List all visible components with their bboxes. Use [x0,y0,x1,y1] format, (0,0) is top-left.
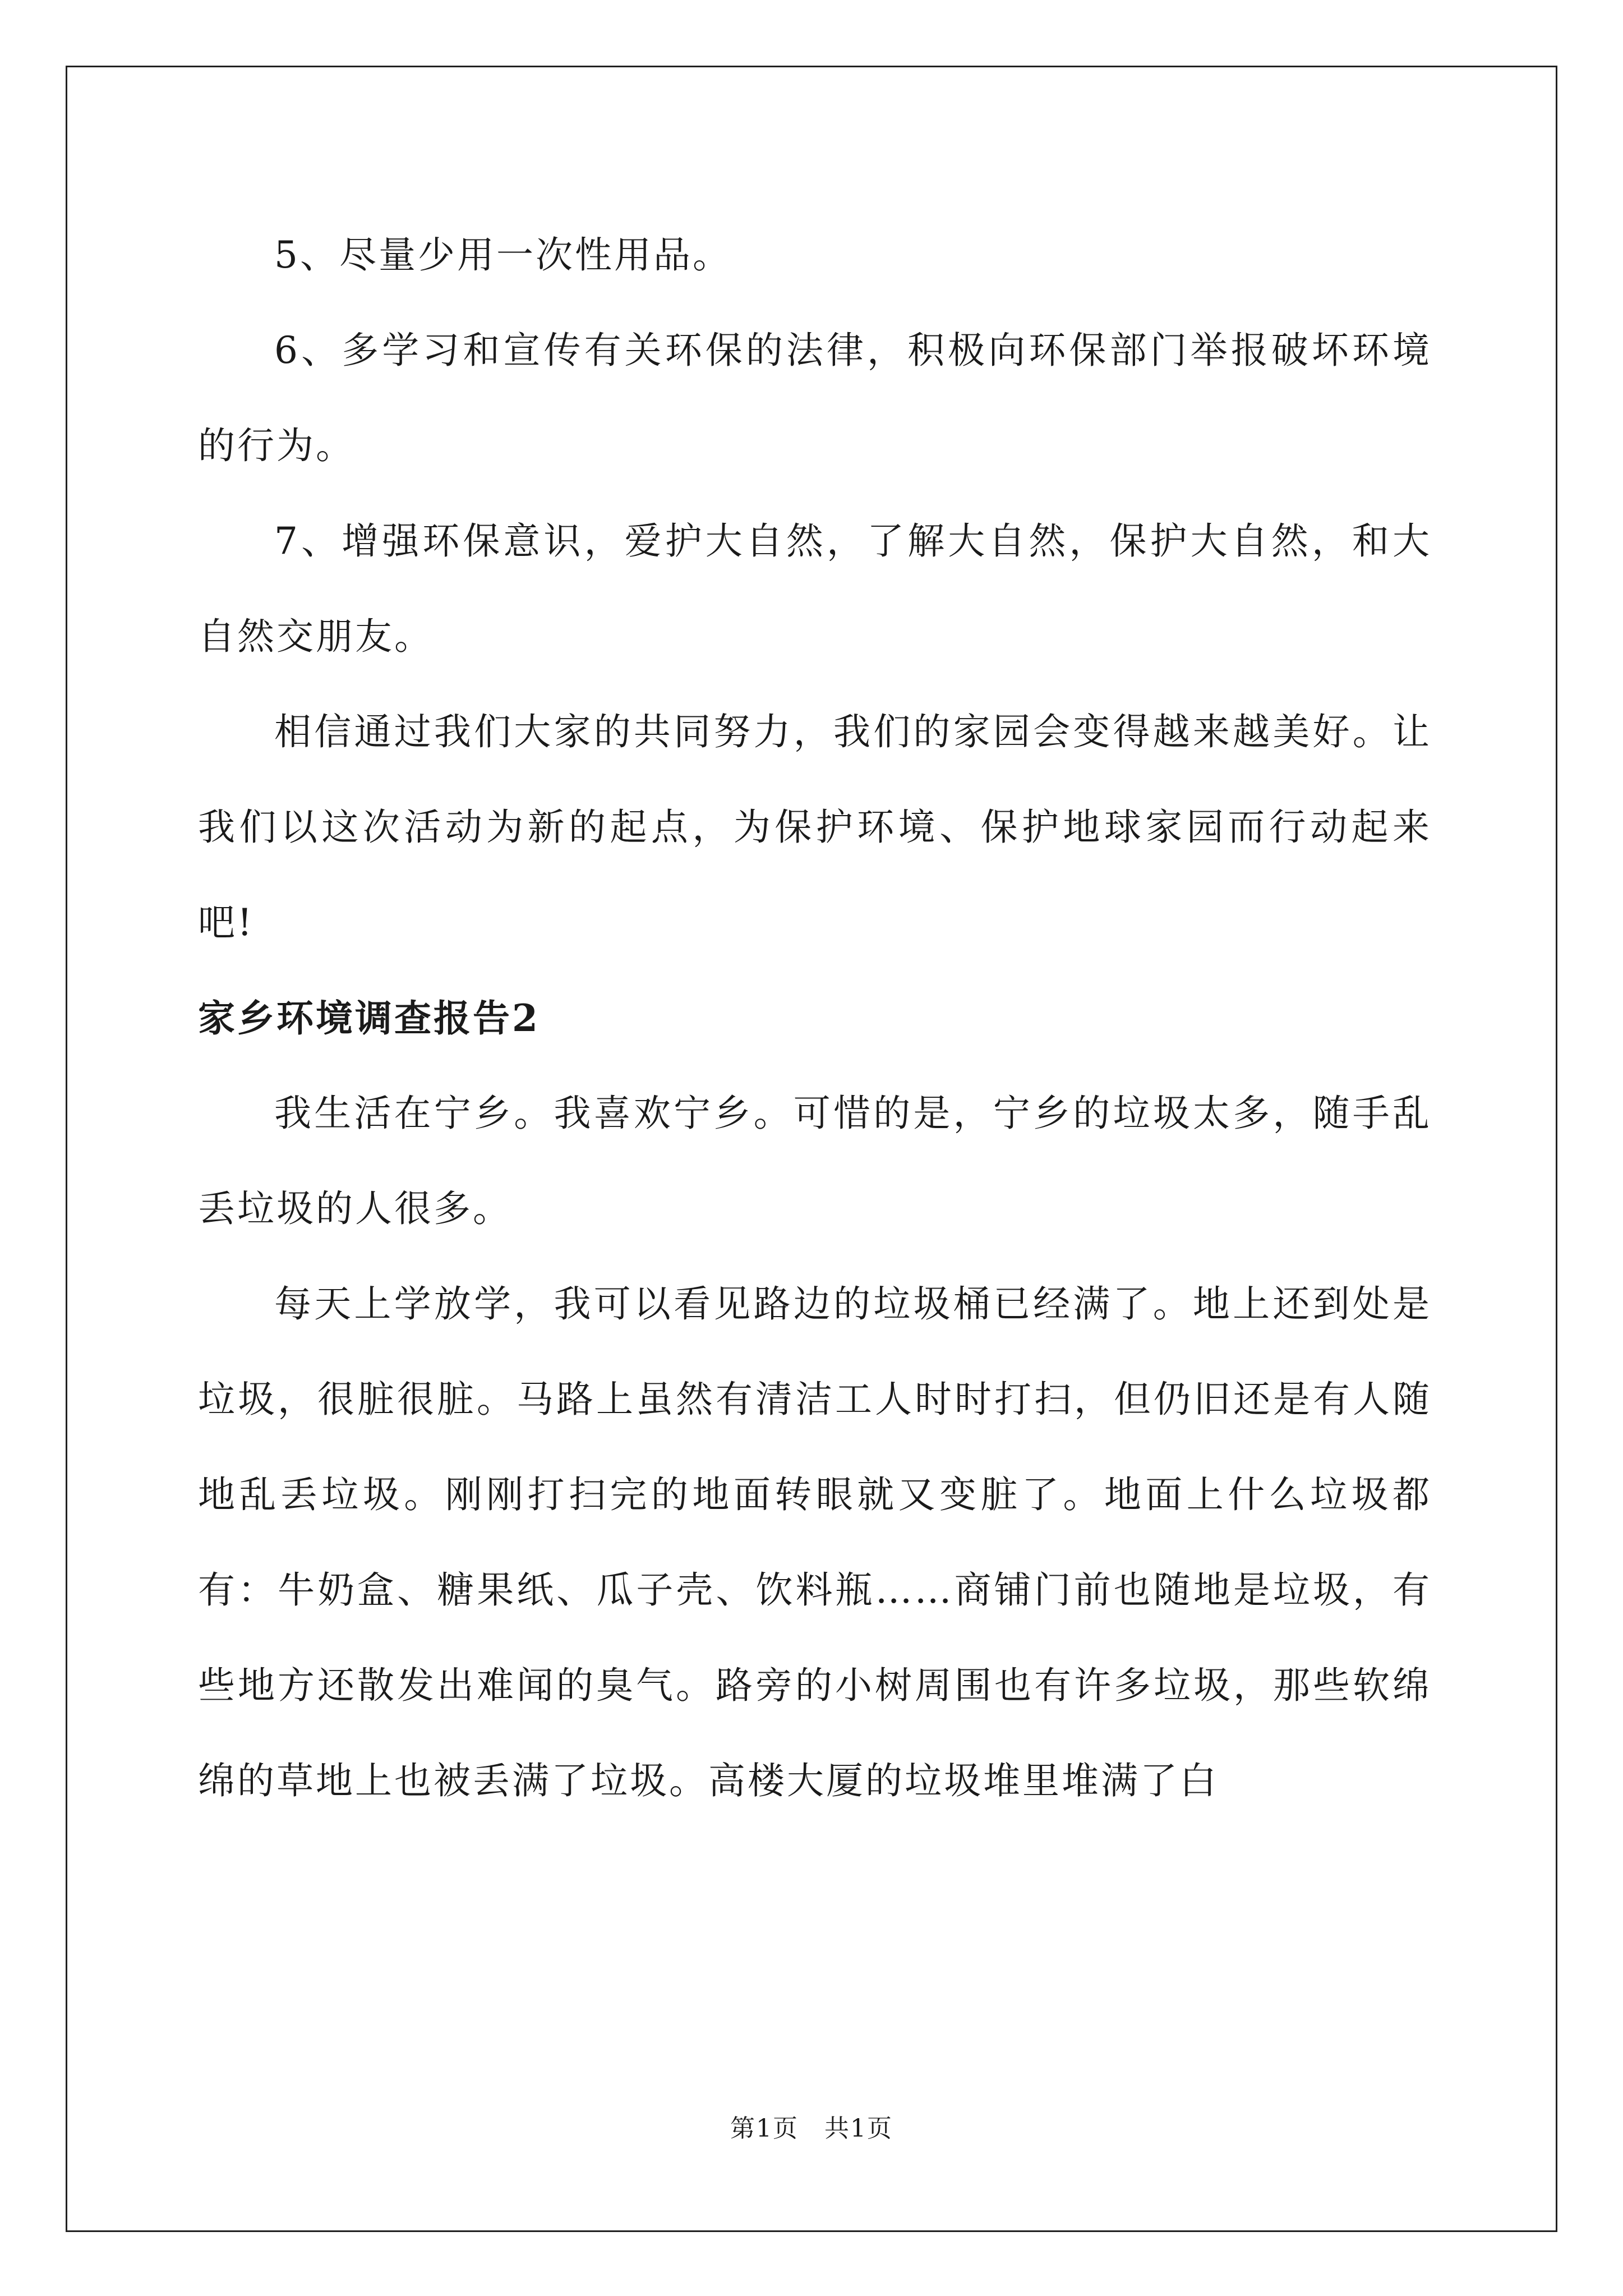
document-body [198,208,1432,1829]
section-title: 家乡环境调查报告2 [198,996,540,1040]
paragraph-item-7: 7、增强环保意识，爱护大自然，了解大自然，保护大自然，和大自然交朋友。 [198,519,1432,658]
paragraph-item-6: 6、多学习和宣传有关环保的法律，积极向环保部门举报破坏环境的行为。 [198,329,1432,467]
paragraph-conclusion: 相信通过我们大家的共同努力，我们的家园会变得越来越美好。让我们以这次活动为新的起点，为保护环境、保护地球家园而行动起来吧! [198,710,1432,944]
paragraph-item-5: 5、尽量少用一次性用品。 [274,233,732,277]
paragraph-description: 每天上学放学，我可以看见路边的垃圾桶已经满了。地上还到处是垃圾，很脏很脏。马路上虽然有清洁工人时时打扫，但仍旧还是有人随地乱丢垃圾。刚刚打扫完的地面转眼就又变脏了。地面上什么垃圾都有：牛奶盒、糖果纸、瓜子壳、饮料瓶……商铺门前也随地是垃圾，有些地方还散发出难闻的臭气。路旁的小树周围也有许多垃圾，那些软绵绵的草地上也被丢满了垃圾。高楼大厦的垃圾堆里堆满了白 [198,1282,1432,1802]
paragraph-intro: 我生活在宁乡。我喜欢宁乡。可惜的是，宁乡的垃圾太多，随手乱丢垃圾的人很多。 [198,1092,1432,1230]
page-footer: 第1页 共1页 [730,2114,893,2143]
